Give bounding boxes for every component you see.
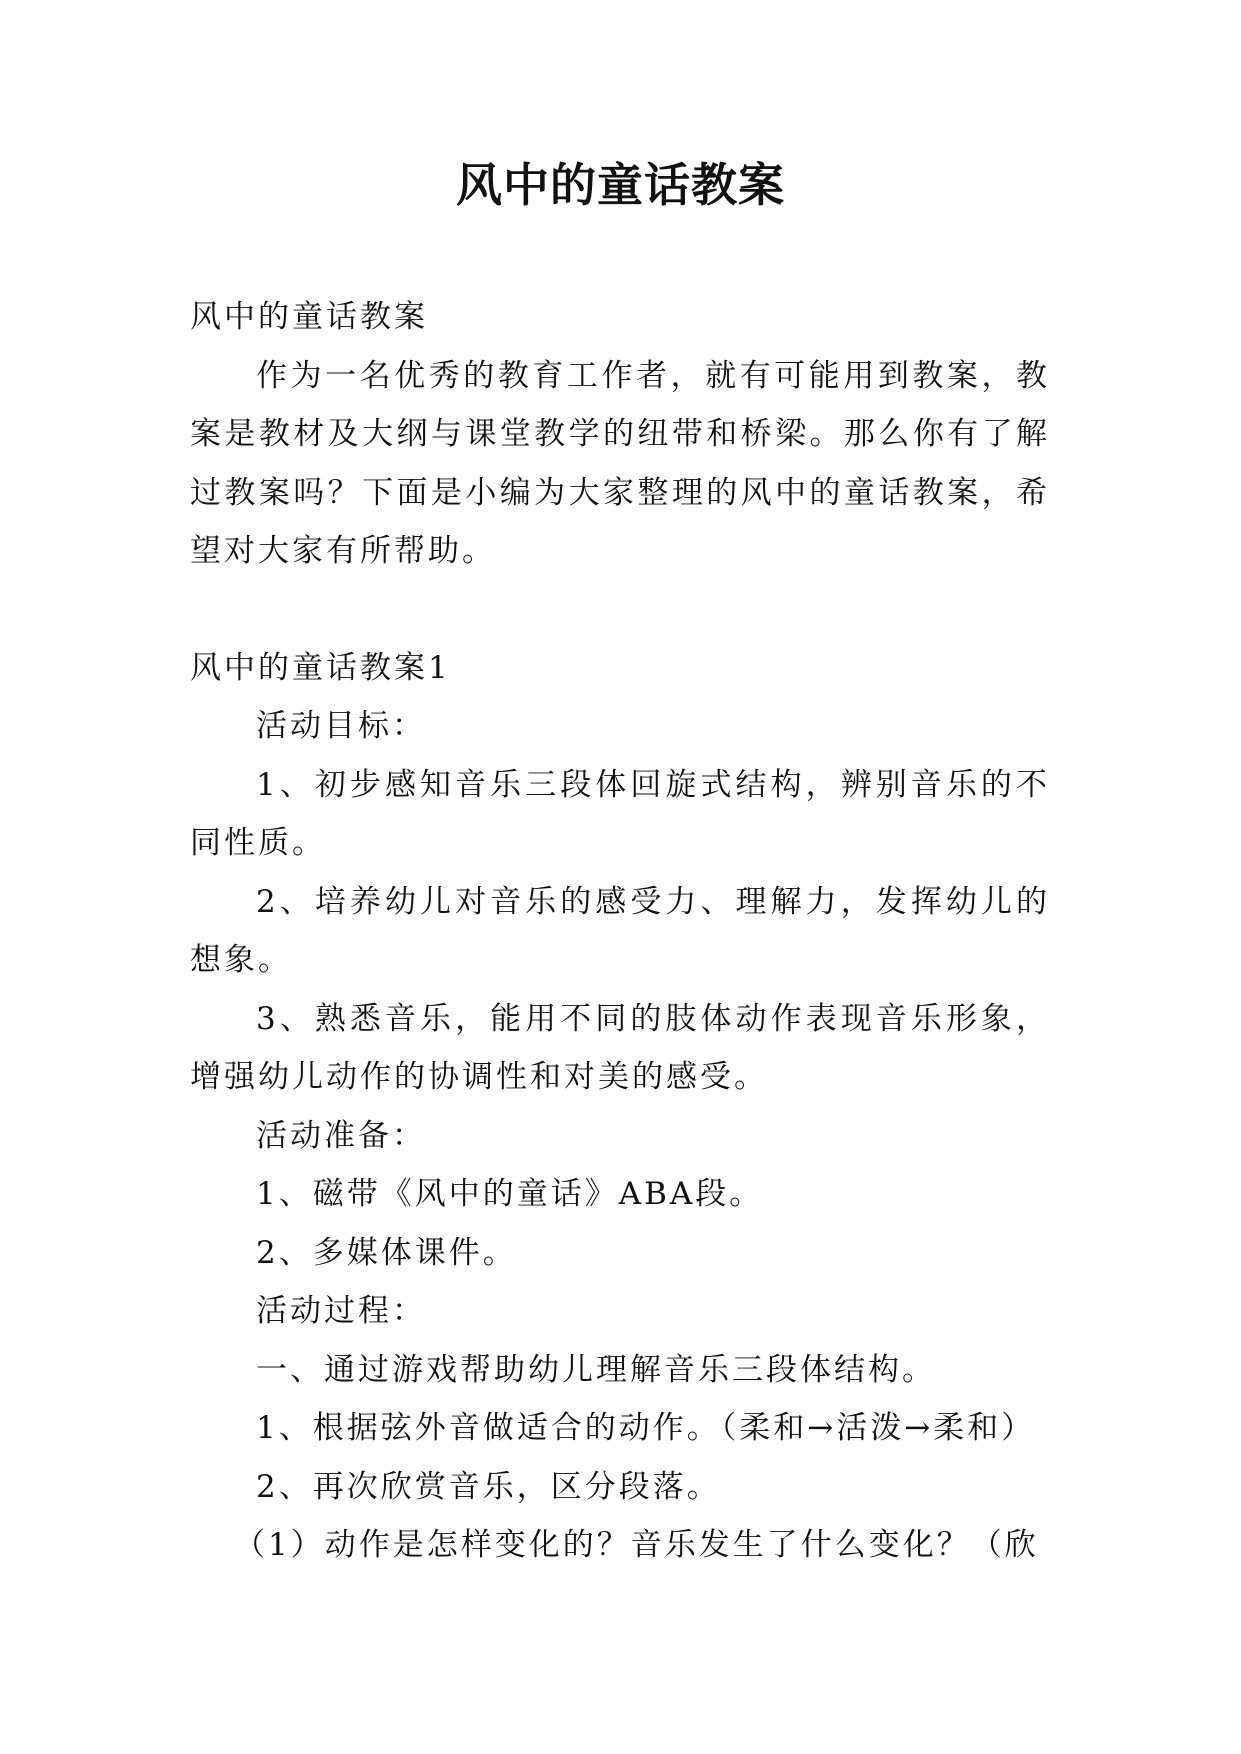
subheading: 活动目标： [256,708,426,744]
list-item: 2、再次欣赏音乐，区分段落。 [256,1468,721,1505]
subheading: 活动准备： [256,1117,426,1154]
section-heading: 风中的童话教案1 [190,649,451,686]
list-item: 1、根据弦外音做适合的动作。（柔和→活泼→柔和） [256,1410,1036,1446]
list-item: （1）动作是怎样变化的？音乐发生了什么变化？（欣 [234,1527,1039,1563]
list-item: 一、通过游戏帮助幼儿理解音乐三段体结构。 [256,1351,936,1388]
section-heading: 风中的童话教案 [190,299,428,335]
paragraph-gap [190,581,1050,639]
list-item: 1、磁带《风中的童话》ABA段。 [256,1176,764,1212]
subheading: 活动过程： [256,1293,426,1329]
intro-paragraph: 作为一名优秀的教育工作者，就有可能用到教案，教案是教材及大纲与课堂教学的纽带和桥梁。那么你有了解过教案吗？下面是小编为大家整理的风中的童话教案，希望对大家有所帮助。 [190,357,1050,569]
document-body [190,288,1050,1575]
list-item: 2、多媒体课件。 [256,1234,517,1271]
list-item: 3、熟悉音乐，能用不同的肢体动作表现音乐形象，增强幼儿动作的协调性和对美的感受。 [190,1000,1050,1095]
list-item: 1、初步感知音乐三段体回旋式结构，辨别音乐的不同性质。 [190,766,1050,861]
document-title: 风中的童话教案 [456,158,785,212]
list-item: 2、培养幼儿对音乐的感受力、理解力，发挥幼儿的想象。 [190,883,1050,978]
